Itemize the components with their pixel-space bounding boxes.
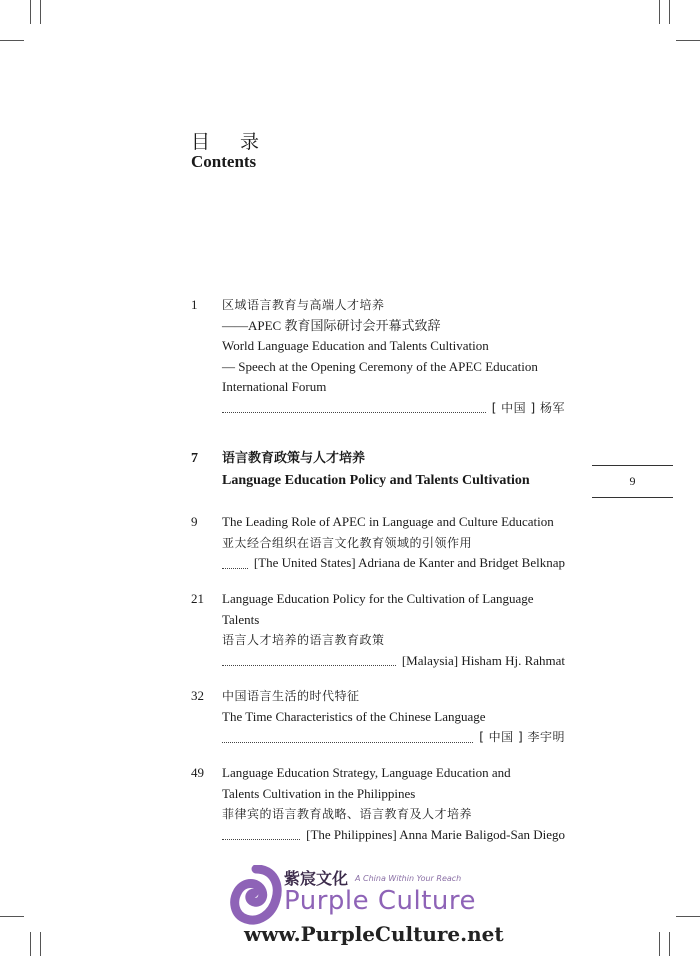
leader-dots bbox=[222, 838, 300, 840]
toc-entry[interactable] bbox=[191, 589, 565, 671]
toc-entry[interactable] bbox=[191, 512, 565, 574]
toc-title-en: The Time Characteristics of the Chinese Language bbox=[222, 708, 486, 724]
toc-author: [ 中国 ] 李宇明 bbox=[479, 730, 565, 744]
toc-entry[interactable] bbox=[191, 295, 565, 418]
crop-mark bbox=[659, 932, 660, 956]
toc-page-number: 1 bbox=[191, 297, 198, 312]
toc-entry[interactable] bbox=[191, 763, 565, 845]
toc-page-number: 49 bbox=[191, 765, 204, 780]
crop-mark bbox=[40, 932, 41, 956]
toc-author-line bbox=[222, 398, 565, 419]
section-title-en: Language Education Policy and Talents Cultivation bbox=[222, 473, 530, 488]
leader-dots bbox=[222, 567, 248, 569]
toc-author: [The United States] Adriana de Kanter and Bridget Belknap bbox=[253, 555, 565, 570]
crop-mark bbox=[0, 40, 24, 41]
section-page-number: 7 bbox=[191, 451, 198, 466]
toc-author: [Malaysia] Hisham Hj. Rahmat bbox=[401, 652, 565, 668]
toc-title-en: World Language Education and Talents Cultivation bbox=[222, 338, 489, 353]
toc-subtitle-en: — Speech at the Opening Ceremony of the APEC Education bbox=[222, 358, 538, 374]
toc-title-en: The Leading Role of APEC in Language and Culture Education bbox=[222, 514, 554, 529]
crop-mark bbox=[30, 932, 31, 956]
watermark-brand-cn: 紫宸文化 bbox=[284, 869, 349, 888]
toc-title-cn: 语言人才培养的语言教育政策 bbox=[222, 633, 385, 647]
crop-mark bbox=[676, 40, 700, 41]
watermark-tagline: A China Within Your Reach bbox=[355, 874, 462, 883]
toc-title-cn: 区域语言教育与高端人才培养 bbox=[222, 298, 385, 312]
toc-subtitle-en: International Forum bbox=[222, 379, 327, 394]
toc-author-line bbox=[222, 651, 565, 672]
crop-mark bbox=[676, 916, 700, 917]
section-heading[interactable] bbox=[191, 448, 571, 492]
crop-mark bbox=[30, 0, 31, 24]
page-title-cn: 目 录 bbox=[191, 131, 272, 153]
toc-entry[interactable] bbox=[191, 686, 565, 748]
toc-title-cn: 菲律宾的语言教育战略、语言教育及人才培养 bbox=[222, 807, 473, 821]
toc-author: [ 中国 ] 杨军 bbox=[491, 400, 565, 415]
toc-title-en: Talents bbox=[222, 611, 260, 627]
section-title-cn: 语言教育政策与人才培养 bbox=[222, 451, 366, 466]
crop-mark bbox=[40, 0, 41, 24]
crop-mark bbox=[659, 0, 660, 24]
leader-dots bbox=[222, 741, 473, 743]
toc-author: [The Philippines] Anna Marie Baligod-San Diego bbox=[306, 826, 565, 842]
leader-dots bbox=[222, 664, 396, 666]
toc-author-line bbox=[222, 553, 565, 574]
toc-page-number: 21 bbox=[191, 591, 204, 606]
toc-title-en: Language Education Policy for the Cultivation of Language bbox=[222, 591, 534, 606]
crop-mark bbox=[669, 932, 670, 956]
toc-author-line bbox=[222, 825, 565, 846]
watermark-url[interactable]: www.PurpleCulture.net bbox=[244, 922, 504, 946]
toc-page-number: 9 bbox=[191, 514, 198, 529]
crop-mark bbox=[669, 0, 670, 24]
toc-author-line bbox=[222, 727, 565, 748]
purple-culture-logo-icon bbox=[230, 865, 282, 925]
toc-title-en: Talents Cultivation in the Philippines bbox=[222, 785, 416, 801]
toc-title-cn: 中国语言生活的时代特征 bbox=[222, 689, 360, 703]
side-page-number: 9 bbox=[629, 474, 636, 488]
leader-dots bbox=[222, 411, 486, 413]
page-title-en: Contents bbox=[191, 152, 257, 171]
watermark-brand-en: Purple Culture bbox=[284, 886, 477, 916]
toc-subtitle-cn: ——APEC 教育国际研讨会开幕式致辞 bbox=[222, 317, 441, 333]
toc-title-en: Language Education Strategy, Language Education and bbox=[222, 765, 511, 780]
toc-page-number: 32 bbox=[191, 688, 204, 703]
side-page-tab bbox=[592, 465, 673, 498]
toc-title-cn: 亚太经合组织在语言文化教育领域的引领作用 bbox=[222, 535, 473, 550]
crop-mark bbox=[0, 916, 24, 917]
